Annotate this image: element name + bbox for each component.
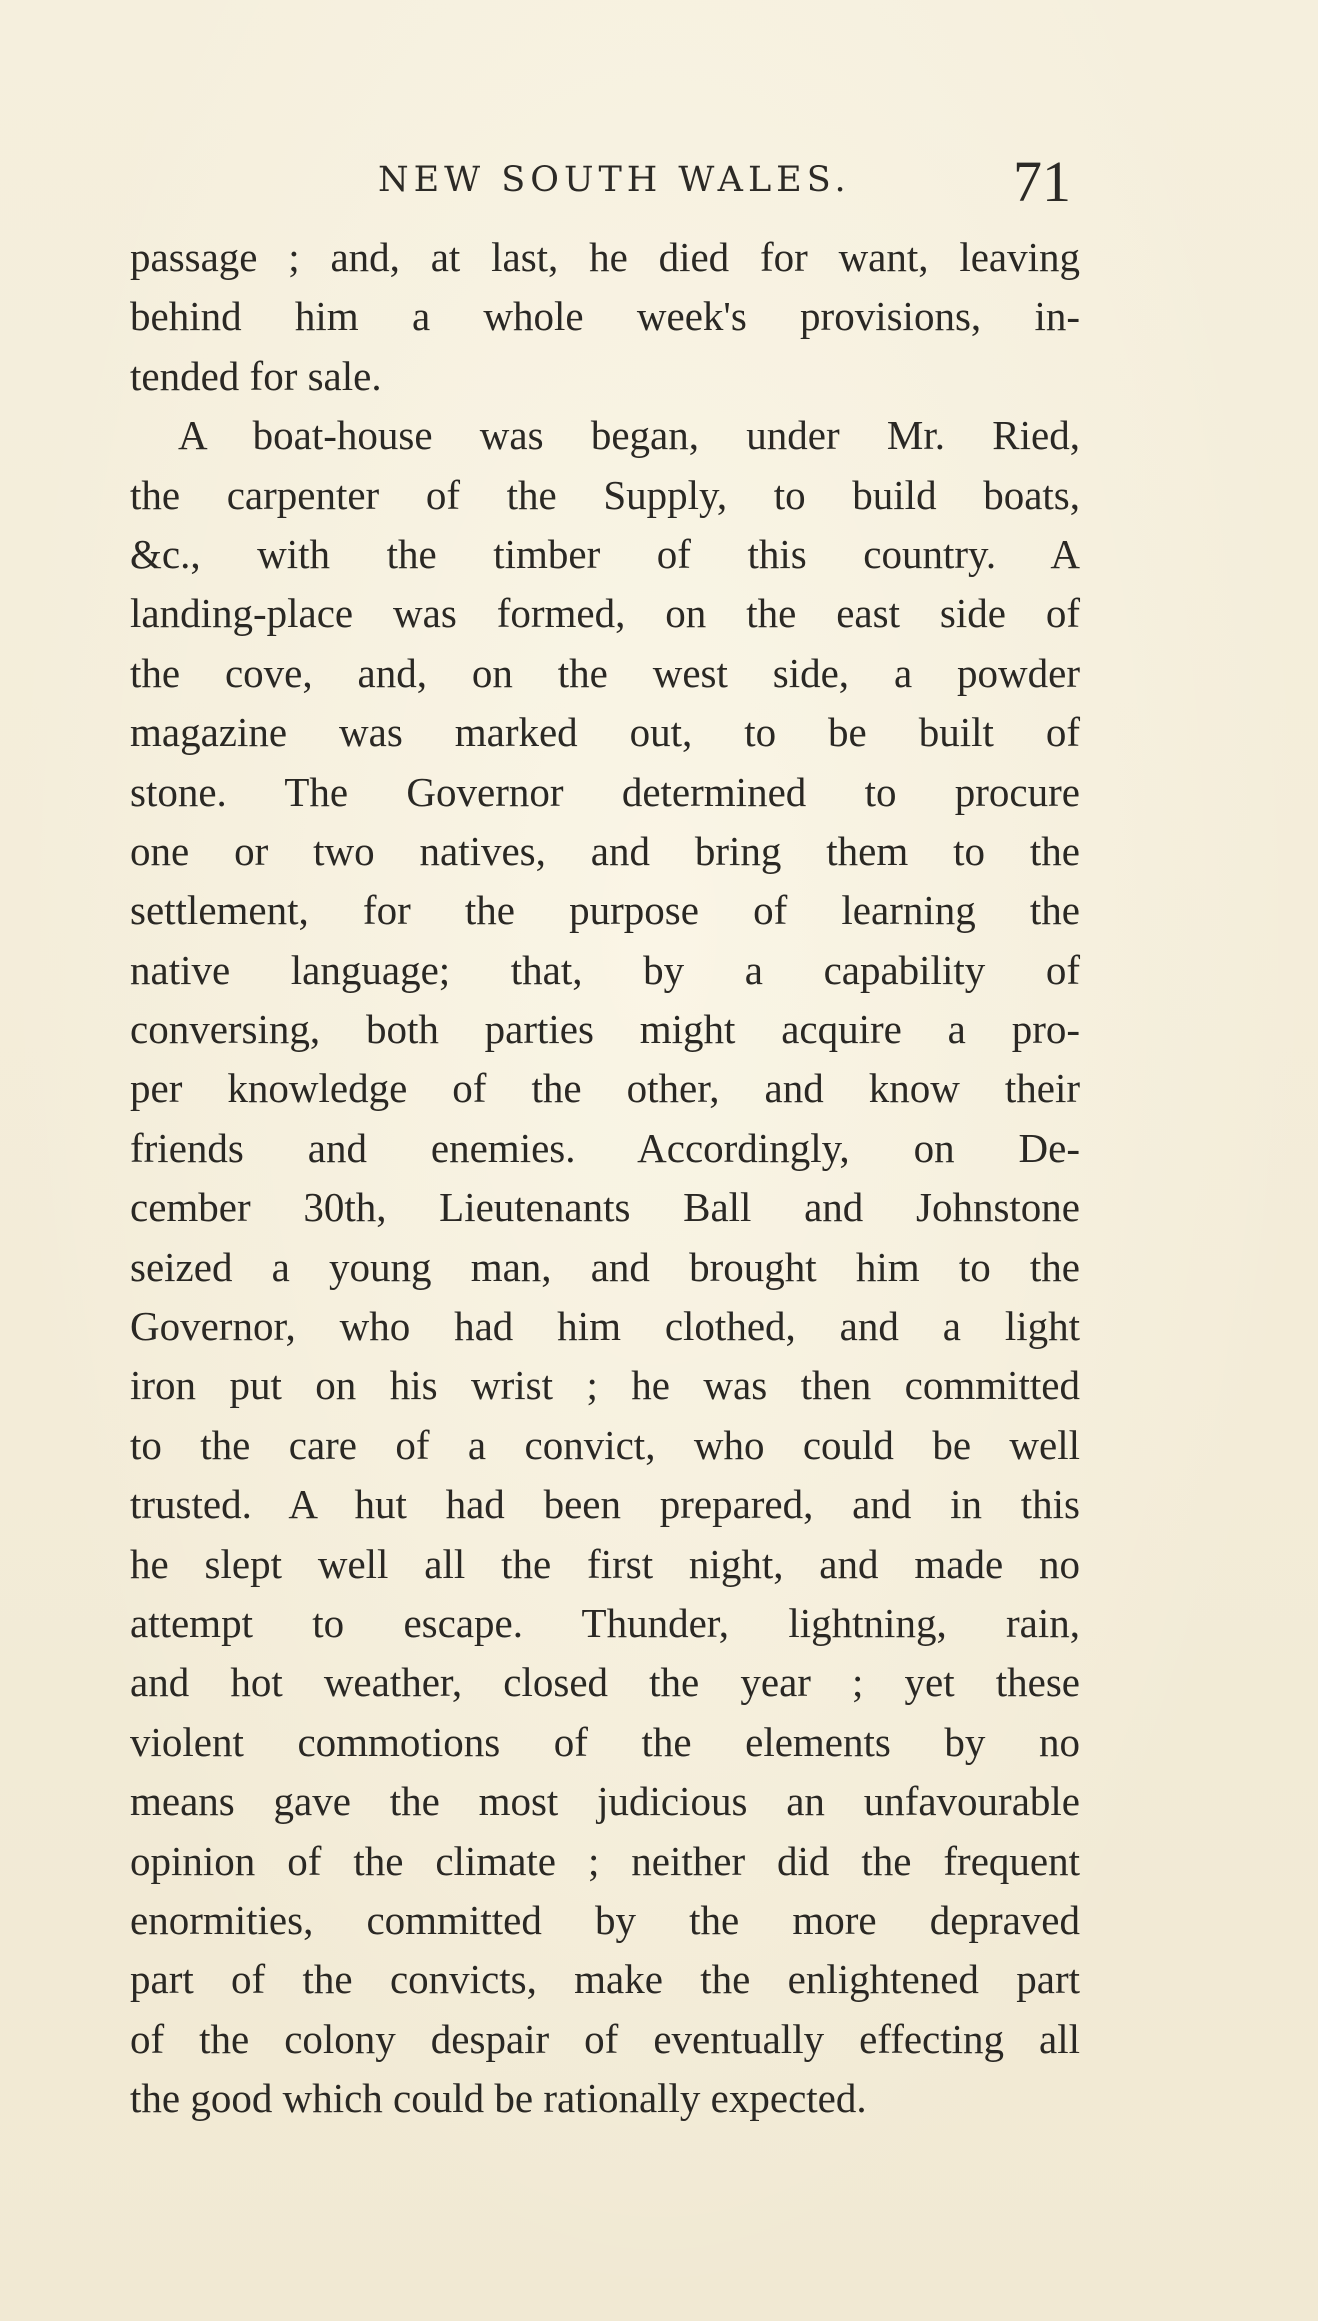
text-line: settlement, for the purpose of learning the xyxy=(130,887,1080,934)
text-line: opinion of the climate ; neither did the frequent xyxy=(130,1837,1080,1884)
text-line: part of the convicts, make the enlightened part xyxy=(130,1956,1080,2003)
text-line: means gave the most judicious an unfavourable xyxy=(130,1778,1080,1825)
text-line: native language; that, by a capability of xyxy=(130,946,1080,993)
text-line: the carpenter of the Supply, to build boats, xyxy=(130,471,1080,518)
text-line: he slept well all the first night, and made no xyxy=(130,1540,1080,1587)
text-line: stone. The Governor determined to procure xyxy=(130,768,1080,815)
page-number: 71 xyxy=(1013,149,1071,214)
text-line: violent commotions of the elements by no xyxy=(130,1718,1080,1765)
running-head-title: NEW SOUTH WALES. xyxy=(378,160,851,200)
text-line: magazine was marked out, to be built of xyxy=(130,709,1080,756)
text-line: passage ; and, at last, he died for want, leaving xyxy=(130,234,1080,280)
text-line: the cove, and, on the west side, a powder xyxy=(130,649,1080,696)
text-line: friends and enemies. Accordingly, on De- xyxy=(130,1124,1080,1171)
text-line: one or two natives, and bring them to the xyxy=(130,827,1080,874)
text-line: behind him a whole week's provisions, in- xyxy=(130,293,1080,340)
text-line: A boat-house was began, under Mr. Ried, xyxy=(178,412,1080,459)
text-line: enormities, committed by the more depraved xyxy=(130,1896,1080,1943)
text-line: iron put on his wrist ; he was then committed xyxy=(130,1362,1080,1409)
text-line: per knowledge of the other, and know their xyxy=(130,1065,1080,1112)
text-line: &c., with the timber of this country. A xyxy=(130,530,1080,577)
text-line: tended for sale. xyxy=(130,352,382,399)
text-line: attempt to escape. Thunder, lightning, rain, xyxy=(130,1599,1080,1646)
text-line: conversing, both parties might acquire a pro- xyxy=(130,1006,1080,1053)
text-line: the good which could be rationally expected. xyxy=(130,2075,867,2122)
text-line: to the care of a convict, who could be well xyxy=(130,1421,1080,1468)
text-line: Governor, who had him clothed, and a light xyxy=(130,1303,1080,1350)
body-text xyxy=(130,228,1080,2129)
text-line: seized a young man, and brought him to the xyxy=(130,1243,1080,1290)
running-head xyxy=(0,148,1318,214)
text-line: landing-place was formed, on the east side of xyxy=(130,590,1080,637)
text-line: of the colony despair of eventually effecting all xyxy=(130,2015,1080,2062)
text-line: cember 30th, Lieutenants Ball and Johnstone xyxy=(130,1184,1080,1231)
text-line: and hot weather, closed the year ; yet these xyxy=(130,1659,1080,1706)
text-line: trusted. A hut had been prepared, and in this xyxy=(130,1481,1080,1528)
